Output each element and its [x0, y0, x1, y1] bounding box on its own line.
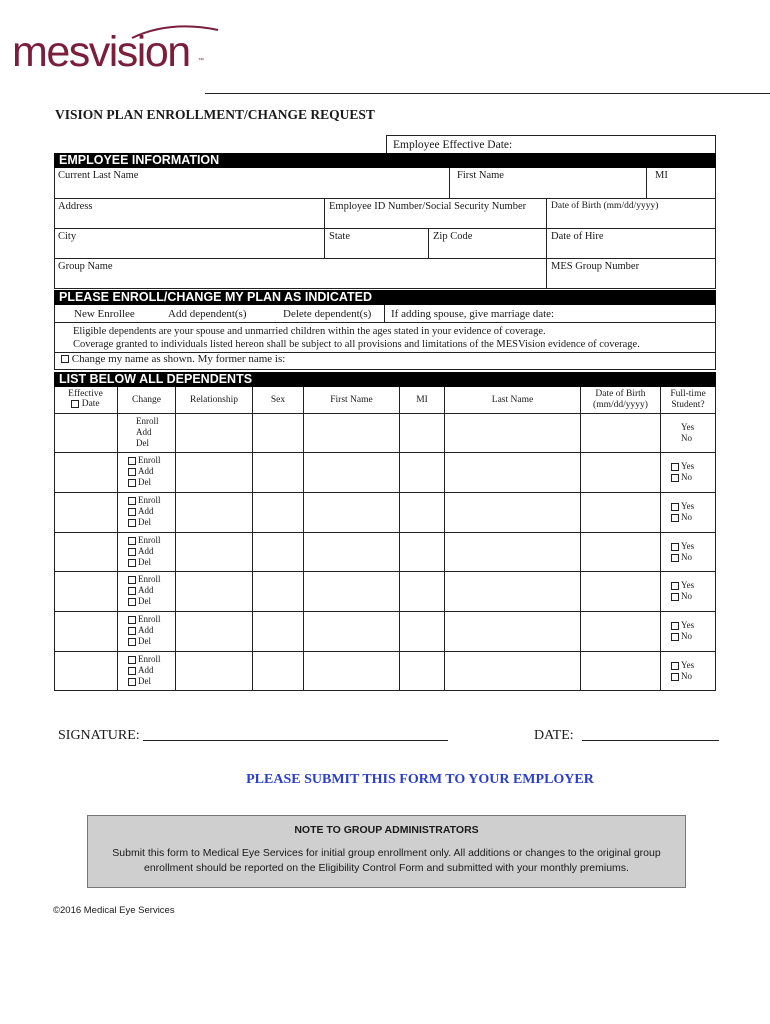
- change-del-label: Del: [138, 596, 151, 606]
- student-no-label: No: [681, 671, 692, 681]
- student-no-checkbox[interactable]: [671, 633, 679, 641]
- change-enroll-label: Enroll: [138, 574, 161, 584]
- student-yes-label: Yes: [681, 501, 695, 511]
- student-no-label: No: [681, 512, 692, 522]
- change-enroll-label: Enroll: [138, 495, 161, 505]
- address-field[interactable]: [54, 199, 325, 229]
- signature-label: SIGNATURE:: [58, 728, 140, 743]
- dependent-row-1-cell-5[interactable]: [304, 414, 400, 453]
- mesvision-logo: [12, 22, 212, 78]
- student-yes-checkbox[interactable]: [671, 543, 679, 551]
- col-effective-date: [54, 387, 118, 414]
- dependent-row-2-cell-2: [118, 453, 176, 493]
- dependent-row-7-cell-2: [118, 652, 176, 691]
- student-yes-label: Yes: [681, 541, 695, 551]
- student-no-checkbox[interactable]: [671, 474, 679, 482]
- dependent-row-6-cell-2: [118, 612, 176, 652]
- dependent-row-3-cell-8[interactable]: [581, 493, 661, 533]
- eligibility-note-1: Eligible dependents are your spouse and unmarried children within the ages stated in your evidence of coverage.: [73, 326, 546, 337]
- student-option-no[interactable]: [671, 591, 711, 602]
- dependent-row-2-cell-7[interactable]: [445, 453, 581, 493]
- change-add-checkbox[interactable]: [128, 508, 136, 516]
- change-add-checkbox[interactable]: [128, 627, 136, 635]
- dependent-row-2-cell-1[interactable]: [54, 453, 118, 493]
- employee-id-label: Employee ID Number/Social Security Number: [329, 201, 527, 212]
- student-no-label: No: [681, 433, 692, 443]
- change-enroll-label: Enroll: [138, 455, 161, 465]
- change-enroll-label: Enroll: [138, 535, 161, 545]
- student-yes-label: Yes: [681, 580, 695, 590]
- dependent-row-3-cell-7[interactable]: [445, 493, 581, 533]
- divider: [384, 305, 385, 323]
- state-label: State: [329, 231, 350, 242]
- dependent-row-7-cell-1[interactable]: [54, 652, 118, 691]
- change-del-label: Del: [138, 676, 151, 686]
- date-label: DATE:: [534, 728, 574, 743]
- student-no-checkbox[interactable]: [671, 554, 679, 562]
- change-option-del[interactable]: [128, 557, 171, 568]
- change-option-del[interactable]: [128, 596, 171, 607]
- change-option-add[interactable]: [128, 625, 171, 636]
- dependent-row-5-cell-5[interactable]: [304, 572, 400, 612]
- dependent-row-7-cell-5[interactable]: [304, 652, 400, 691]
- col-relationship: Relationship: [176, 387, 253, 414]
- change-enroll-checkbox[interactable]: [128, 576, 136, 584]
- student-option-yes[interactable]: [681, 422, 711, 433]
- student-no-checkbox[interactable]: [671, 673, 679, 681]
- change-option-del[interactable]: [128, 477, 171, 488]
- mes-group-number-field[interactable]: [547, 259, 716, 289]
- dependent-row-3-cell-3[interactable]: [176, 493, 253, 533]
- dependent-row-4-cell-5[interactable]: [304, 533, 400, 572]
- change-add-checkbox[interactable]: [128, 587, 136, 595]
- change-enroll-checkbox[interactable]: [128, 616, 136, 624]
- dob-field[interactable]: [547, 199, 716, 229]
- hire-date-label: Date of Hire: [551, 231, 604, 242]
- delete-dependents-option[interactable]: [283, 308, 371, 320]
- marriage-date-field[interactable]: [391, 308, 554, 320]
- student-no-label: No: [681, 591, 692, 601]
- employee-effective-date-field[interactable]: [386, 135, 716, 153]
- student-yes-label: Yes: [681, 620, 695, 630]
- change-del-label: Del: [138, 477, 151, 487]
- change-enroll-checkbox[interactable]: [128, 457, 136, 465]
- name-change-checkbox[interactable]: [61, 355, 69, 363]
- change-add-label: Add: [138, 506, 154, 516]
- address-label: Address: [58, 201, 93, 212]
- eligibility-note-2: Coverage granted to individuals listed hereon shall be subject to all provisions and limitations of the MESVision evidence of coverage.: [73, 339, 640, 350]
- dependent-row-2-cell-8[interactable]: [581, 453, 661, 493]
- change-del-label: Del: [138, 636, 151, 646]
- signature-line[interactable]: [143, 740, 448, 741]
- dependent-row-4-cell-2: [118, 533, 176, 572]
- header-rule: [205, 93, 770, 94]
- dependent-row-2-cell-5[interactable]: [304, 453, 400, 493]
- dependent-row-5-cell-9: [661, 572, 716, 612]
- change-option-enroll[interactable]: [128, 455, 171, 466]
- change-enroll-label: Enroll: [138, 614, 161, 624]
- dependent-row-1-cell-9: [661, 414, 716, 453]
- dependent-row-3-cell-9: [661, 493, 716, 533]
- section-enroll-change: PLEASE ENROLL/CHANGE MY PLAN AS INDICATED: [54, 290, 716, 305]
- col-last-name: Last Name: [445, 387, 581, 414]
- add-dependents-label: Add dependent(s): [168, 308, 247, 320]
- dependent-row-2-cell-4[interactable]: [253, 453, 304, 493]
- dependent-row-1-cell-6[interactable]: [400, 414, 445, 453]
- change-option-enroll[interactable]: [128, 654, 171, 665]
- col-dob-label-2: (mm/dd/yyyy): [593, 400, 648, 410]
- change-option-enroll[interactable]: [128, 495, 171, 506]
- change-option-enroll[interactable]: [128, 614, 171, 625]
- dependent-row-1-cell-2: [118, 414, 176, 453]
- change-option-add[interactable]: [128, 466, 171, 477]
- student-yes-label: Yes: [681, 660, 695, 670]
- col-dob: [581, 387, 661, 414]
- enroll-options-row: [54, 305, 716, 323]
- dependent-row-6-cell-8[interactable]: [581, 612, 661, 652]
- change-add-label: Add: [138, 466, 154, 476]
- add-dependents-option[interactable]: [168, 308, 247, 320]
- change-add-label: Add: [136, 427, 152, 437]
- change-del-label: Del: [138, 557, 151, 567]
- dependent-row-4-cell-8[interactable]: [581, 533, 661, 572]
- col-ft-label-1: Full-time: [670, 389, 706, 399]
- dependent-row-4-cell-6[interactable]: [400, 533, 445, 572]
- dependent-row-4-cell-1[interactable]: [54, 533, 118, 572]
- student-no-label: No: [681, 472, 692, 482]
- dependent-row-3-cell-4[interactable]: [253, 493, 304, 533]
- dependent-row-6-cell-1[interactable]: [54, 612, 118, 652]
- student-yes-checkbox[interactable]: [671, 622, 679, 630]
- group-name-label: Group Name: [58, 261, 113, 272]
- dependent-row-2-cell-3[interactable]: [176, 453, 253, 493]
- dependent-row-2-cell-6[interactable]: [400, 453, 445, 493]
- student-yes-label: Yes: [681, 422, 695, 432]
- change-option-del[interactable]: [128, 517, 171, 528]
- change-del-checkbox[interactable]: [128, 598, 136, 606]
- submit-instruction: PLEASE SUBMIT THIS FORM TO YOUR EMPLOYER: [246, 772, 594, 787]
- change-option-add[interactable]: [128, 585, 171, 596]
- group-name-field[interactable]: [54, 259, 547, 289]
- dependent-row-5-cell-8[interactable]: [581, 572, 661, 612]
- note-heading: NOTE TO GROUP ADMINISTRATORS: [294, 824, 479, 836]
- student-option-yes[interactable]: [671, 620, 711, 631]
- dependent-row-7-cell-9: [661, 652, 716, 691]
- copyright: ©2016 Medical Eye Services: [53, 905, 175, 916]
- zip-field[interactable]: [429, 229, 547, 259]
- col-sex: Sex: [253, 387, 304, 414]
- mes-group-label: MES Group Number: [551, 261, 640, 272]
- change-option-enroll[interactable]: [128, 574, 171, 585]
- change-del-label: Del: [136, 438, 149, 448]
- dependent-row-7-cell-4[interactable]: [253, 652, 304, 691]
- change-del-checkbox[interactable]: [128, 519, 136, 527]
- student-yes-checkbox[interactable]: [671, 582, 679, 590]
- student-yes-checkbox[interactable]: [671, 503, 679, 511]
- student-option-no[interactable]: [671, 671, 711, 682]
- change-option-add[interactable]: [128, 665, 171, 676]
- change-option-del[interactable]: [128, 636, 171, 647]
- change-del-checkbox[interactable]: [128, 638, 136, 646]
- dependent-row-3-cell-6[interactable]: [400, 493, 445, 533]
- delete-dependents-label: Delete dependent(s): [283, 308, 372, 320]
- change-add-label: Add: [138, 585, 154, 595]
- col-ft-label-2: Student?: [671, 400, 705, 410]
- change-add-checkbox[interactable]: [128, 667, 136, 675]
- student-option-yes[interactable]: [671, 461, 711, 472]
- student-no-label: No: [681, 552, 692, 562]
- change-enroll-checkbox[interactable]: [128, 537, 136, 545]
- dependent-row-5-cell-7[interactable]: [445, 572, 581, 612]
- effective-date-label: Employee Effective Date:: [393, 139, 513, 151]
- last-name-label: Current Last Name: [58, 170, 139, 181]
- change-option-add[interactable]: [136, 427, 171, 438]
- new-enrollee-option[interactable]: [74, 308, 135, 320]
- dependent-row-6-cell-6[interactable]: [400, 612, 445, 652]
- note-body: Submit this form to Medical Eye Services for initial group enrollment only. All additions or changes to the original group enrollment should be reported on the Eligibility Control Form and submitted with your monthly premiums.: [112, 847, 661, 874]
- change-del-label: Del: [138, 517, 151, 527]
- new-enrollee-label: New Enrollee: [74, 308, 135, 320]
- change-enroll-checkbox[interactable]: [128, 497, 136, 505]
- student-yes-label: Yes: [681, 461, 695, 471]
- dependent-row-5-cell-1[interactable]: [54, 572, 118, 612]
- dependent-row-3-cell-5[interactable]: [304, 493, 400, 533]
- change-option-del[interactable]: [136, 438, 171, 449]
- student-no-label: No: [681, 631, 692, 641]
- employee-id-field[interactable]: [325, 199, 547, 229]
- date-line[interactable]: [582, 740, 719, 741]
- dependent-row-5-cell-2: [118, 572, 176, 612]
- col-full-time-student: [661, 387, 716, 414]
- student-no-checkbox[interactable]: [671, 593, 679, 601]
- col-dob-label-1: Date of Birth: [595, 389, 646, 399]
- student-option-yes[interactable]: [671, 501, 711, 512]
- dependent-row-4-cell-9: [661, 533, 716, 572]
- section-dependents: LIST BELOW ALL DEPENDENTS: [54, 372, 716, 387]
- dependent-row-1-cell-3[interactable]: [176, 414, 253, 453]
- section-employee-information: EMPLOYEE INFORMATION: [54, 153, 716, 168]
- change-enroll-label: Enroll: [136, 416, 159, 426]
- dependent-row-4-cell-7[interactable]: [445, 533, 581, 572]
- note-to-group-administrators: [87, 815, 686, 888]
- col-mi: MI: [400, 387, 445, 414]
- dependent-row-5-cell-4[interactable]: [253, 572, 304, 612]
- dependent-row-1-cell-7[interactable]: [445, 414, 581, 453]
- dependent-row-5-cell-3[interactable]: [176, 572, 253, 612]
- dependent-row-3-cell-2: [118, 493, 176, 533]
- student-option-no[interactable]: [671, 631, 711, 642]
- first-name-field[interactable]: [450, 168, 647, 199]
- change-option-add[interactable]: [128, 546, 171, 557]
- change-del-checkbox[interactable]: [128, 559, 136, 567]
- marriage-date-label: If adding spouse, give marriage date:: [391, 308, 555, 320]
- student-yes-checkbox[interactable]: [671, 463, 679, 471]
- city-field[interactable]: [54, 229, 325, 259]
- col-first-name: First Name: [304, 387, 400, 414]
- change-del-checkbox[interactable]: [128, 479, 136, 487]
- logo-text: mesvision: [12, 28, 190, 76]
- dependent-row-7-cell-7[interactable]: [445, 652, 581, 691]
- dependent-row-2-cell-9: [661, 453, 716, 493]
- logo-swoosh-icon: [130, 22, 220, 40]
- dob-label: Date of Birth (mm/dd/yyyy): [551, 201, 659, 211]
- mi-field[interactable]: [647, 168, 716, 199]
- dependent-row-3-cell-1[interactable]: [54, 493, 118, 533]
- effective-date-checkbox[interactable]: [71, 400, 79, 408]
- student-option-yes[interactable]: [671, 580, 711, 591]
- state-field[interactable]: [325, 229, 429, 259]
- city-label: City: [58, 231, 77, 242]
- dependent-row-7-cell-6[interactable]: [400, 652, 445, 691]
- dependent-row-6-cell-5[interactable]: [304, 612, 400, 652]
- change-add-checkbox[interactable]: [128, 468, 136, 476]
- col-date-label: Date: [81, 399, 100, 409]
- dependent-row-4-cell-3[interactable]: [176, 533, 253, 572]
- change-enroll-checkbox[interactable]: [128, 656, 136, 664]
- document-title: VISION PLAN ENROLLMENT/CHANGE REQUEST: [55, 107, 375, 122]
- student-option-yes[interactable]: [671, 541, 711, 552]
- student-no-checkbox[interactable]: [671, 514, 679, 522]
- dependent-row-1-cell-1[interactable]: [54, 414, 118, 453]
- dependent-row-1-cell-4[interactable]: [253, 414, 304, 453]
- col-effective-label: Effective: [68, 389, 103, 399]
- change-del-checkbox[interactable]: [128, 678, 136, 686]
- dependent-row-6-cell-3[interactable]: [176, 612, 253, 652]
- change-option-add[interactable]: [128, 506, 171, 517]
- student-yes-checkbox[interactable]: [671, 662, 679, 670]
- hire-date-field[interactable]: [547, 229, 716, 259]
- change-add-checkbox[interactable]: [128, 548, 136, 556]
- student-option-no[interactable]: [681, 433, 711, 444]
- first-name-label: First Name: [457, 170, 504, 181]
- dependent-row-6-cell-4[interactable]: [253, 612, 304, 652]
- dependent-row-5-cell-6[interactable]: [400, 572, 445, 612]
- change-option-enroll[interactable]: [136, 416, 171, 427]
- change-add-label: Add: [138, 665, 154, 675]
- student-option-no[interactable]: [671, 512, 711, 523]
- dependent-row-6-cell-7[interactable]: [445, 612, 581, 652]
- dependent-row-6-cell-9: [661, 612, 716, 652]
- student-option-no[interactable]: [671, 472, 711, 483]
- student-option-yes[interactable]: [671, 660, 711, 671]
- dependent-row-1-cell-8[interactable]: [581, 414, 661, 453]
- dependent-row-7-cell-3[interactable]: [176, 652, 253, 691]
- change-enroll-label: Enroll: [138, 654, 161, 664]
- student-option-no[interactable]: [671, 552, 711, 563]
- logo-trademark: ™: [198, 58, 204, 64]
- change-option-enroll[interactable]: [128, 535, 171, 546]
- change-option-del[interactable]: [128, 676, 171, 687]
- dependent-row-4-cell-4[interactable]: [253, 533, 304, 572]
- name-change-option[interactable]: [61, 353, 285, 365]
- last-name-field[interactable]: [54, 168, 450, 199]
- change-add-label: Add: [138, 625, 154, 635]
- mi-label: MI: [655, 170, 668, 181]
- col-change: Change: [118, 387, 176, 414]
- zip-label: Zip Code: [433, 231, 473, 242]
- name-change-label: Change my name as shown. My former name is:: [71, 353, 286, 365]
- dependent-row-7-cell-8[interactable]: [581, 652, 661, 691]
- change-add-label: Add: [138, 546, 154, 556]
